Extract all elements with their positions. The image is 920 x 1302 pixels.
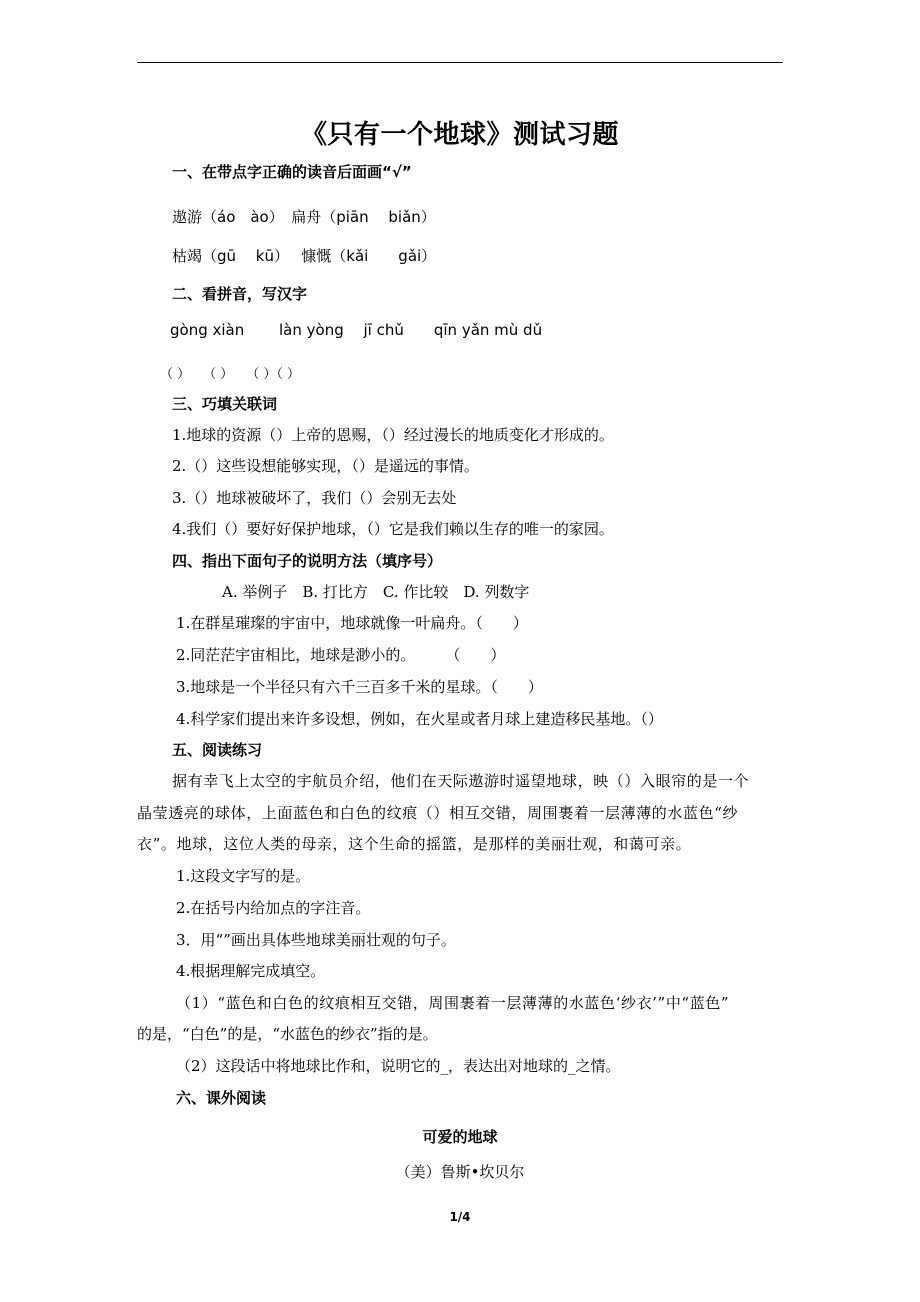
- question-item: 2.在括号内给加点的字注音。: [176, 899, 371, 917]
- list-item: 3.（）地球被破坏了，我们（）会别无去处: [172, 489, 457, 507]
- section-2-heading: 二、看拼音，写汉字: [172, 285, 308, 303]
- passage-line: 据有幸飞上太空的宇航员介绍，他们在天际遨游时遥望地球，映（）入眼帘的是一个: [172, 772, 750, 790]
- page-title: 《只有一个地球》测试习题: [300, 120, 619, 150]
- pinyin-row: gòng xiàn làn yòng jī chǔ qīn yǎn mù dǔ: [170, 321, 543, 339]
- list-item: 4.我们（）要好好保护地球，（）它是我们赖以生存的唯一的家园。: [172, 520, 614, 538]
- blank-row: （ ） （ ） （ ）（ ）: [160, 367, 301, 382]
- section-4-heading: 四、指出下面句子的说明方法（填序号）: [172, 552, 443, 570]
- list-item: 3.地球是一个半径只有六千三百多千米的星球。（ ）: [176, 678, 543, 696]
- list-item: 1.在群星璀璨的宇宙中，地球就像一叶扁舟。（ ）: [176, 614, 528, 632]
- sub-question-1b: 的是，“白色”的是，“水蓝色的纱衣”指的是。: [137, 1025, 438, 1043]
- list-item: 1.地球的资源（）上帝的恩赐，（）经过漫长的地质变化才形成的。: [172, 426, 614, 444]
- section-5-heading: 五、阅读练习: [172, 741, 263, 759]
- header-rule: [137, 62, 783, 63]
- question-item: 3．用“”画出具体些地球美丽壮观的句子。: [176, 931, 456, 949]
- section-1-row-2: 枯竭（gū kū） 慷慨（kǎi gǎi）: [172, 247, 437, 265]
- section-6-heading: 六、课外阅读: [176, 1089, 267, 1107]
- page-number: 1/4: [449, 1210, 471, 1224]
- section-3-heading: 三、巧填关联词: [172, 395, 278, 413]
- article-author: （美）鲁斯•坎贝尔: [395, 1163, 525, 1181]
- passage-line: 衣”。地球，这位人类的母亲，这个生命的摇篮，是那样的美丽壮观，和蔼可亲。: [137, 835, 692, 853]
- question-item: 4.根据理解完成填空。: [176, 962, 326, 980]
- list-item: 4.科学家们提出来许多设想，例如，在火星或者月球上建造移民基地。（）: [176, 710, 663, 728]
- section-1-heading: 一、在带点字正确的读音后面画“√”: [172, 163, 412, 181]
- passage-line: 晶莹透亮的球体，上面蓝色和白色的纹痕（）相互交错，周围裹着一层薄薄的水蓝色“纱: [137, 804, 739, 822]
- method-options: A. 举例子 B. 打比方 C. 作比较 D. 列数字: [222, 583, 530, 601]
- list-item: 2.（）这些设想能够实现，（）是遥远的事情。: [172, 457, 479, 475]
- article-title: 可爱的地球: [422, 1128, 498, 1146]
- question-item: 1.这段文字写的是。: [176, 867, 311, 885]
- section-1-row-1: 遨游（áo ào） 扁舟（piān biǎn）: [172, 208, 436, 226]
- sub-question-1a: （1）“蓝色和白色的纹痕相互交错，周围裹着一层薄薄的水蓝色‘纱衣’”中“蓝色”: [176, 994, 730, 1012]
- sub-question-2: （2）这段话中将地球比作和，说明它的_，表达出对地球的_之情。: [176, 1057, 621, 1075]
- list-item: 2.同茫茫宇宙相比，地球是渺小的。 （ ）: [176, 646, 506, 664]
